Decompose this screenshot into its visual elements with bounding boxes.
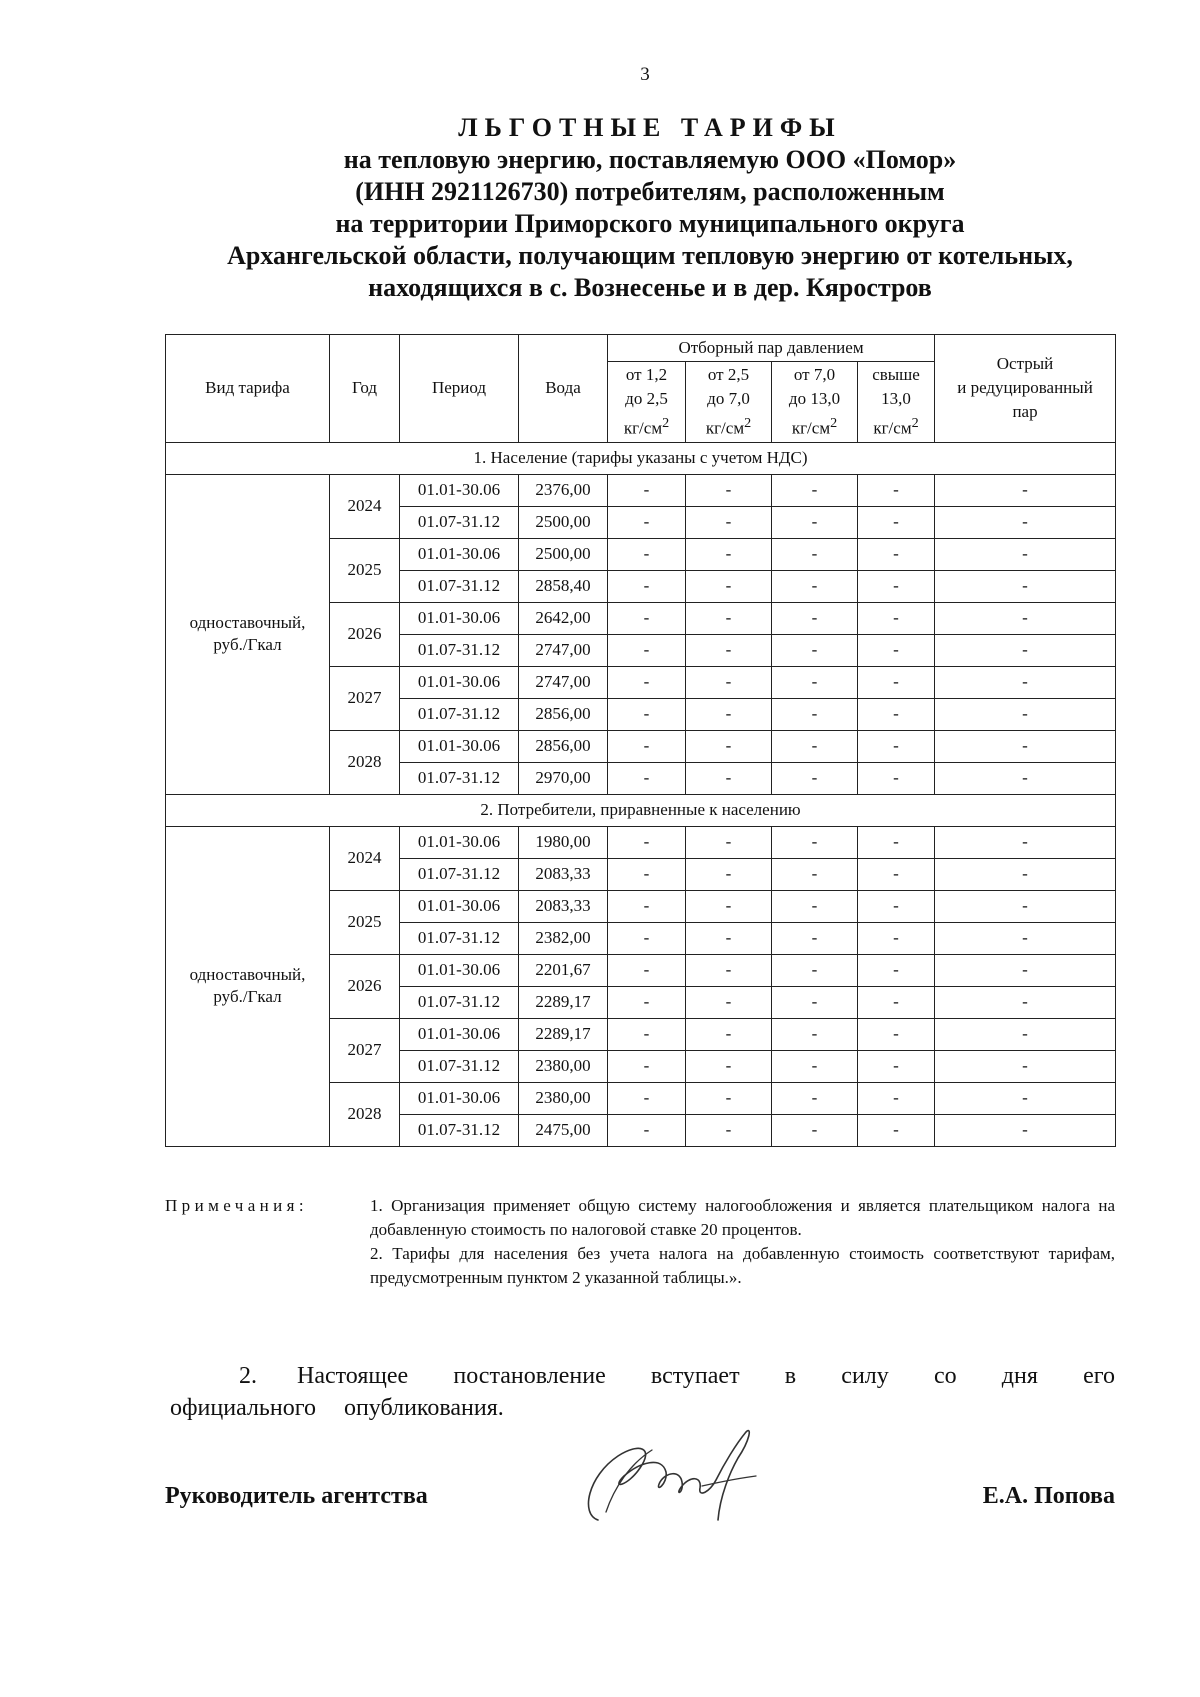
period-cell: 01.01-30.06 (400, 602, 519, 634)
title-line-5: находящихся в с. Вознесенье и в дер. Кяростров (368, 273, 932, 302)
document-title (150, 112, 1150, 304)
title-line-3: на территории Приморского муниципального округа (335, 209, 965, 238)
empty-value-cell: - (608, 1018, 686, 1050)
water-value-cell: 2970,00 (519, 762, 608, 794)
empty-value-cell: - (686, 538, 772, 570)
empty-value-cell: - (608, 890, 686, 922)
header-pressure-3: от 7,0 до 13,0 $кг/см^2$ (772, 362, 858, 443)
period-cell: 01.01-30.06 (400, 730, 519, 762)
header-sharp-steam: Острый и редуцированный пар (935, 335, 1116, 443)
empty-value-cell: - (686, 762, 772, 794)
empty-value-cell: - (772, 506, 858, 538)
handwritten-signature (570, 1416, 770, 1536)
title-heading: ЛЬГОТНЫЕ ТАРИФЫ (458, 113, 842, 142)
header-year: Год (330, 335, 400, 443)
empty-value-cell: - (935, 474, 1116, 506)
year-cell: 2024 (330, 474, 400, 538)
empty-value-cell: - (858, 730, 935, 762)
empty-value-cell: - (686, 890, 772, 922)
empty-value-cell: - (608, 826, 686, 858)
signer-position: Руководитель агентства (165, 1483, 428, 1509)
empty-value-cell: - (608, 730, 686, 762)
empty-value-cell: - (686, 666, 772, 698)
water-value-cell: 1980,00 (519, 826, 608, 858)
empty-value-cell: - (772, 890, 858, 922)
water-value-cell: 2856,00 (519, 730, 608, 762)
note-item-1: 1. Организация применяет общую систему налогообложения и является плательщиком налога на добавленную стоимость по налоговой ставке 20 процентов. (370, 1196, 1115, 1239)
note-item-2: 2. Тарифы для населения без учета налога на добавленную стоимость соответствуют тарифам, предусмотренным пунктом 2 указанной таблицы.». (370, 1244, 1115, 1287)
period-cell: 01.07-31.12 (400, 698, 519, 730)
empty-value-cell: - (935, 730, 1116, 762)
empty-value-cell: - (772, 762, 858, 794)
tariff-table-body (166, 442, 1116, 1146)
empty-value-cell: - (935, 858, 1116, 890)
empty-value-cell: - (858, 922, 935, 954)
empty-value-cell: - (686, 698, 772, 730)
empty-value-cell: - (772, 1050, 858, 1082)
empty-value-cell: - (608, 762, 686, 794)
empty-value-cell: - (935, 1018, 1116, 1050)
notes-section (165, 1194, 1115, 1290)
empty-value-cell: - (608, 538, 686, 570)
empty-value-cell: - (858, 506, 935, 538)
empty-value-cell: - (935, 570, 1116, 602)
empty-value-cell: - (935, 1114, 1116, 1146)
period-cell: 01.01-30.06 (400, 954, 519, 986)
empty-value-cell: - (935, 762, 1116, 794)
water-value-cell: 2376,00 (519, 474, 608, 506)
year-cell: 2028 (330, 1082, 400, 1146)
section-title: 2. Потребители, приравненные к населению (166, 794, 1116, 826)
tariff-type-cell: одноставочный, руб./Гкал (166, 474, 330, 794)
empty-value-cell: - (608, 506, 686, 538)
empty-value-cell: - (686, 1082, 772, 1114)
water-value-cell: 2083,33 (519, 890, 608, 922)
period-cell: 01.07-31.12 (400, 506, 519, 538)
water-value-cell: 2858,40 (519, 570, 608, 602)
empty-value-cell: - (772, 1114, 858, 1146)
empty-value-cell: - (608, 602, 686, 634)
empty-value-cell: - (608, 698, 686, 730)
empty-value-cell: - (686, 602, 772, 634)
empty-value-cell: - (858, 858, 935, 890)
period-cell: 01.07-31.12 (400, 1114, 519, 1146)
empty-value-cell: - (772, 474, 858, 506)
empty-value-cell: - (858, 1114, 935, 1146)
water-value-cell: 2380,00 (519, 1050, 608, 1082)
water-value-cell: 2500,00 (519, 506, 608, 538)
empty-value-cell: - (772, 730, 858, 762)
period-cell: 01.01-30.06 (400, 890, 519, 922)
empty-value-cell: - (772, 1018, 858, 1050)
empty-value-cell: - (772, 602, 858, 634)
period-cell: 01.01-30.06 (400, 1018, 519, 1050)
empty-value-cell: - (772, 538, 858, 570)
empty-value-cell: - (686, 986, 772, 1018)
period-cell: 01.01-30.06 (400, 538, 519, 570)
header-steam-group: Отборный пар давлением (608, 335, 935, 362)
empty-value-cell: - (858, 1018, 935, 1050)
signer-name: Е.А. Попова (982, 1483, 1115, 1509)
year-cell: 2027 (330, 666, 400, 730)
period-cell: 01.07-31.12 (400, 634, 519, 666)
year-cell: 2026 (330, 954, 400, 1018)
table-row (166, 474, 1116, 506)
empty-value-cell: - (608, 954, 686, 986)
empty-value-cell: - (608, 666, 686, 698)
empty-value-cell: - (608, 986, 686, 1018)
empty-value-cell: - (608, 1082, 686, 1114)
empty-value-cell: - (858, 1082, 935, 1114)
tariff-type-cell: одноставочный, руб./Гкал (166, 826, 330, 1146)
empty-value-cell: - (772, 858, 858, 890)
header-pressure-4: свыше 13,0 $кг/см^2$ (858, 362, 935, 443)
empty-value-cell: - (858, 954, 935, 986)
empty-value-cell: - (772, 986, 858, 1018)
empty-value-cell: - (608, 1050, 686, 1082)
empty-value-cell: - (772, 634, 858, 666)
empty-value-cell: - (608, 570, 686, 602)
empty-value-cell: - (858, 666, 935, 698)
water-value-cell: 2380,00 (519, 1082, 608, 1114)
table-row (166, 826, 1116, 858)
period-cell: 01.07-31.12 (400, 986, 519, 1018)
empty-value-cell: - (935, 602, 1116, 634)
title-line-4: Архангельской области, получающим тепловую энергию от котельных, (227, 241, 1073, 270)
empty-value-cell: - (858, 1050, 935, 1082)
header-period: Период (400, 335, 519, 443)
decree-text: Настоящее постановление вступает в силу со дня его официального опубликования. (170, 1363, 1115, 1421)
empty-value-cell: - (935, 986, 1116, 1018)
signature-block (165, 1480, 1115, 1570)
year-cell: 2025 (330, 538, 400, 602)
notes-list (370, 1194, 1115, 1290)
empty-value-cell: - (858, 826, 935, 858)
water-value-cell: 2642,00 (519, 602, 608, 634)
header-pressure-2: от 2,5 до 7,0 $кг/см^2$ (686, 362, 772, 443)
water-value-cell: 2382,00 (519, 922, 608, 954)
period-cell: 01.01-30.06 (400, 1082, 519, 1114)
water-value-cell: 2747,00 (519, 634, 608, 666)
empty-value-cell: - (608, 922, 686, 954)
empty-value-cell: - (935, 538, 1116, 570)
empty-value-cell: - (686, 730, 772, 762)
empty-value-cell: - (935, 506, 1116, 538)
section-header-row (166, 442, 1116, 474)
header-tariff-type: Вид тарифа (166, 335, 330, 443)
empty-value-cell: - (858, 570, 935, 602)
empty-value-cell: - (772, 698, 858, 730)
tariff-table (165, 334, 1116, 1147)
empty-value-cell: - (686, 922, 772, 954)
empty-value-cell: - (772, 826, 858, 858)
year-cell: 2025 (330, 890, 400, 954)
empty-value-cell: - (935, 826, 1116, 858)
empty-value-cell: - (686, 634, 772, 666)
title-line-2: (ИНН 2921126730) потребителям, расположенным (355, 177, 945, 206)
empty-value-cell: - (686, 506, 772, 538)
empty-value-cell: - (686, 954, 772, 986)
period-cell: 01.07-31.12 (400, 858, 519, 890)
empty-value-cell: - (858, 762, 935, 794)
period-cell: 01.07-31.12 (400, 762, 519, 794)
empty-value-cell: - (935, 890, 1116, 922)
empty-value-cell: - (686, 826, 772, 858)
empty-value-cell: - (772, 666, 858, 698)
water-value-cell: 2083,33 (519, 858, 608, 890)
empty-value-cell: - (686, 570, 772, 602)
empty-value-cell: - (686, 474, 772, 506)
empty-value-cell: - (858, 538, 935, 570)
empty-value-cell: - (858, 986, 935, 1018)
page-number: 3 (640, 64, 650, 85)
period-cell: 01.07-31.12 (400, 922, 519, 954)
water-value-cell: 2500,00 (519, 538, 608, 570)
empty-value-cell: - (772, 570, 858, 602)
empty-value-cell: - (858, 634, 935, 666)
notes-label: Примечания: (165, 1196, 308, 1215)
empty-value-cell: - (608, 474, 686, 506)
empty-value-cell: - (686, 1050, 772, 1082)
year-cell: 2026 (330, 602, 400, 666)
water-value-cell: 2747,00 (519, 666, 608, 698)
decree-paragraph (170, 1360, 1115, 1424)
water-value-cell: 2289,17 (519, 1018, 608, 1050)
empty-value-cell: - (935, 666, 1116, 698)
empty-value-cell: - (608, 1114, 686, 1146)
title-line-1: на тепловую энергию, поставляемую ООО «Помор» (343, 145, 957, 174)
empty-value-cell: - (935, 954, 1116, 986)
water-value-cell: 2201,67 (519, 954, 608, 986)
empty-value-cell: - (772, 1082, 858, 1114)
period-cell: 01.07-31.12 (400, 1050, 519, 1082)
empty-value-cell: - (858, 890, 935, 922)
water-value-cell: 2289,17 (519, 986, 608, 1018)
period-cell: 01.01-30.06 (400, 826, 519, 858)
empty-value-cell: - (935, 1082, 1116, 1114)
empty-value-cell: - (686, 858, 772, 890)
empty-value-cell: - (686, 1018, 772, 1050)
water-value-cell: 2856,00 (519, 698, 608, 730)
section-title: 1. Население (тарифы указаны с учетом НДС) (166, 442, 1116, 474)
empty-value-cell: - (858, 602, 935, 634)
section-header-row (166, 794, 1116, 826)
empty-value-cell: - (772, 954, 858, 986)
header-pressure-1: от 1,2 до 2,5 $кг/см^2$ (608, 362, 686, 443)
year-cell: 2028 (330, 730, 400, 794)
water-value-cell: 2475,00 (519, 1114, 608, 1146)
empty-value-cell: - (608, 634, 686, 666)
empty-value-cell: - (935, 1050, 1116, 1082)
header-water: Вода (519, 335, 608, 443)
period-cell: 01.01-30.06 (400, 474, 519, 506)
year-cell: 2027 (330, 1018, 400, 1082)
empty-value-cell: - (686, 1114, 772, 1146)
year-cell: 2024 (330, 826, 400, 890)
empty-value-cell: - (935, 634, 1116, 666)
empty-value-cell: - (858, 474, 935, 506)
empty-value-cell: - (608, 858, 686, 890)
empty-value-cell: - (935, 698, 1116, 730)
decree-number: 2. (239, 1363, 257, 1389)
empty-value-cell: - (935, 922, 1116, 954)
empty-value-cell: - (772, 922, 858, 954)
period-cell: 01.07-31.12 (400, 570, 519, 602)
period-cell: 01.01-30.06 (400, 666, 519, 698)
empty-value-cell: - (858, 698, 935, 730)
